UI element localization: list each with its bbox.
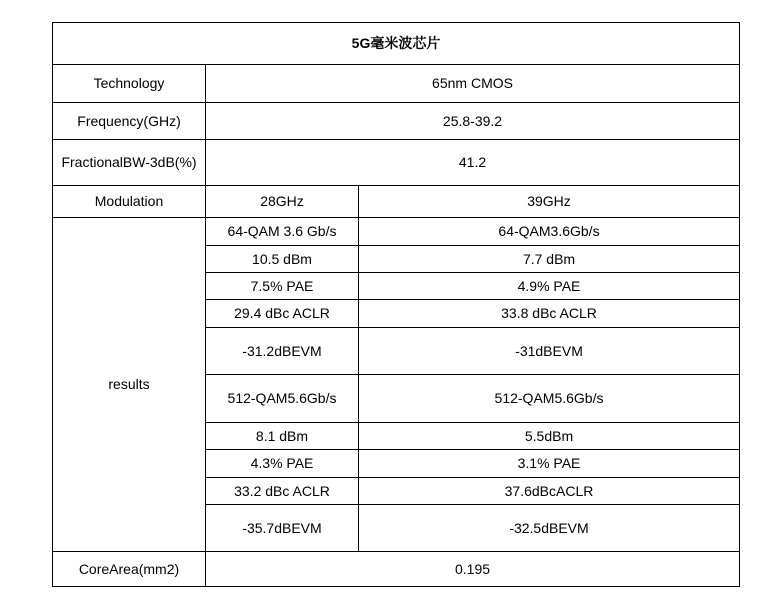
spec-table [52, 22, 740, 587]
result-39ghz: 4.9% PAE [359, 273, 740, 300]
core-area-value: 0.195 [206, 552, 740, 587]
bandwidth-label: FractionalBW-3dB(%) [53, 140, 206, 186]
result-39ghz: -32.5dBEVM [359, 505, 740, 552]
core-area-row [53, 552, 740, 587]
result-28ghz: 4.3% PAE [206, 450, 359, 478]
result-39ghz: 3.1% PAE [359, 450, 740, 478]
modulation-label: Modulation [53, 186, 206, 218]
results-label: results [53, 218, 206, 552]
result-39ghz: 33.8 dBc ACLR [359, 300, 740, 328]
result-39ghz: 512-QAM5.6Gb/s [359, 375, 740, 423]
result-28ghz: 8.1 dBm [206, 423, 359, 450]
result-28ghz: 29.4 dBc ACLR [206, 300, 359, 328]
core-area-label: CoreArea(mm2) [53, 552, 206, 587]
technology-label: Technology [53, 65, 206, 103]
modulation-row [53, 186, 740, 218]
result-39ghz: 37.6dBcACLR [359, 478, 740, 505]
result-28ghz: -31.2dBEVM [206, 328, 359, 375]
technology-row [53, 65, 740, 103]
result-28ghz: 512-QAM5.6Gb/s [206, 375, 359, 423]
result-39ghz: 5.5dBm [359, 423, 740, 450]
result-28ghz: 7.5% PAE [206, 273, 359, 300]
technology-value: 65nm CMOS [206, 65, 740, 103]
bandwidth-value: 41.2 [206, 140, 740, 186]
frequency-value: 25.8-39.2 [206, 103, 740, 140]
result-39ghz: -31dBEVM [359, 328, 740, 375]
title-row [53, 23, 740, 65]
table-title: 5G毫米波芯片 [53, 23, 740, 65]
modulation-28ghz: 28GHz [206, 186, 359, 218]
result-28ghz: 10.5 dBm [206, 246, 359, 273]
result-28ghz: 64-QAM 3.6 Gb/s [206, 218, 359, 246]
result-39ghz: 64-QAM3.6Gb/s [359, 218, 740, 246]
frequency-label: Frequency(GHz) [53, 103, 206, 140]
results-row [53, 218, 740, 246]
frequency-row [53, 103, 740, 140]
result-28ghz: -35.7dBEVM [206, 505, 359, 552]
bandwidth-row [53, 140, 740, 186]
result-39ghz: 7.7 dBm [359, 246, 740, 273]
modulation-39ghz: 39GHz [359, 186, 740, 218]
result-28ghz: 33.2 dBc ACLR [206, 478, 359, 505]
